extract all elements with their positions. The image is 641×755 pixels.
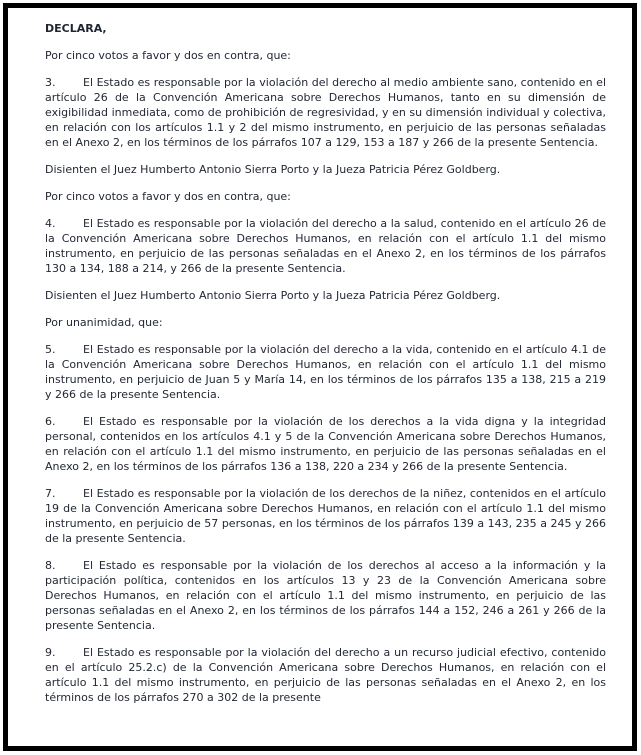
- declaration-paragraph-8: [45, 558, 606, 633]
- paragraph-number: 8.: [45, 559, 56, 572]
- declaration-paragraph-5: [45, 342, 606, 402]
- paragraph-text: El Estado es responsable por la violación del derecho al medio ambiente sano, contenido en el artículo 26 de la Convención Americana sobre Derechos Humanos, tanto en su dimensión de exigibilidad inmediata, como de prohibición de regresividad, y en su dimensión individual y colectiva, en relación con los artículos 1.1 y 2 del mismo instrumento, en perjuicio de las personas señaladas en el Anexo 2, en los términos de los párrafos 107 a 129, 153 a 187 y 266 de la presente Sentencia.: [45, 76, 606, 149]
- declaration-paragraph-4: [45, 216, 606, 276]
- vote-line: Por cinco votos a favor y dos en contra, que:: [45, 49, 291, 62]
- paragraph-text: El Estado es responsable por la violación de los derechos al acceso a la información y la participación política, contenidos en los artículos 13 y 23 de la Convención Americana sobre Derechos Humanos, en relación con el artículo 1.1 del mismo instrumento, en perjuicio de las personas señaladas en el Anexo 2, en los términos de los párrafos 144 a 152, 246 a 261 y 266 de la presente Sentencia.: [45, 559, 606, 632]
- declaration-paragraph-7: [45, 486, 606, 546]
- paragraph-text: El Estado es responsable por la violación de los derechos de la niñez, contenidos en el artículo 19 de la Convención Americana sobre Derechos Humanos, en relación con el artículo 1.1 del mismo instrumento, en perjuicio de 57 personas, en los términos de los párrafos 139 a 143, 235 a 245 y 266 de la presente Sentencia.: [45, 487, 606, 545]
- paragraph-number: 9.: [45, 646, 56, 659]
- paragraph-text: El Estado es responsable por la violación del derecho a la vida, contenido en el artículo 4.1 de la Convención Americana sobre Derechos Humanos, en relación con el artículo 1.1 del mismo instrumento, en perjuicio de Juan 5 y María 14, en los términos de los párrafos 135 a 138, 215 a 219 y 266 de la presente Sentencia.: [45, 343, 606, 401]
- paragraph-text: El Estado es responsable por la violación del derecho a un recurso judicial efectivo, contenido en el artículo 25.2.c) de la Convención Americana sobre Derechos Humanos, en relación con el artículo 1.1 del mismo instrumento, en perjuicio de las personas señaladas en el Anexo 2, en los términos de los párrafos 270 a 302 de la presente: [45, 646, 606, 704]
- sentencia-declara-section: [45, 21, 606, 705]
- declaration-paragraph-3: [45, 75, 606, 150]
- paragraph-number: 7.: [45, 487, 56, 500]
- dissent-line: Disienten el Juez Humberto Antonio Sierra Porto y la Jueza Patricia Pérez Goldberg.: [45, 163, 501, 176]
- declaration-paragraph-9: [45, 645, 606, 705]
- paragraph-text: El Estado es responsable por la violación del derecho a la salud, contenido en el artículo 26 de la Convención Americana sobre Derechos Humanos, en relación con el artículo 1.1 del mismo instrumento, en perjuicio de las personas señaladas en el Anexo 2, en los términos de los párrafos 130 a 134, 188 a 214, y 266 de la presente Sentencia.: [45, 217, 606, 275]
- vote-line: Por cinco votos a favor y dos en contra, que:: [45, 190, 291, 203]
- paragraph-number: 4.: [45, 217, 56, 230]
- vote-line: Por unanimidad, que:: [45, 316, 163, 329]
- paragraph-number: 3.: [45, 76, 56, 89]
- declaration-paragraph-6: [45, 414, 606, 474]
- paragraph-number: 6.: [45, 415, 56, 428]
- dissent-line: Disienten el Juez Humberto Antonio Sierra Porto y la Jueza Patricia Pérez Goldberg.: [45, 289, 501, 302]
- paragraph-number: 5.: [45, 343, 56, 356]
- page-border-frame: [3, 3, 637, 751]
- declara-heading: DECLARA,: [45, 22, 107, 35]
- paragraph-text: El Estado es responsable por la violación de los derechos a la vida digna y la integridad personal, contenidos en los artículos 4.1 y 5 de la Convención Americana sobre Derechos Humanos, en relación con el artículo 1.1 del mismo instrumento, en perjuicio de las personas señaladas en el Anexo 2, en los términos de los párrafos 136 a 138, 220 a 234 y 266 de la presente Sentencia.: [45, 415, 606, 473]
